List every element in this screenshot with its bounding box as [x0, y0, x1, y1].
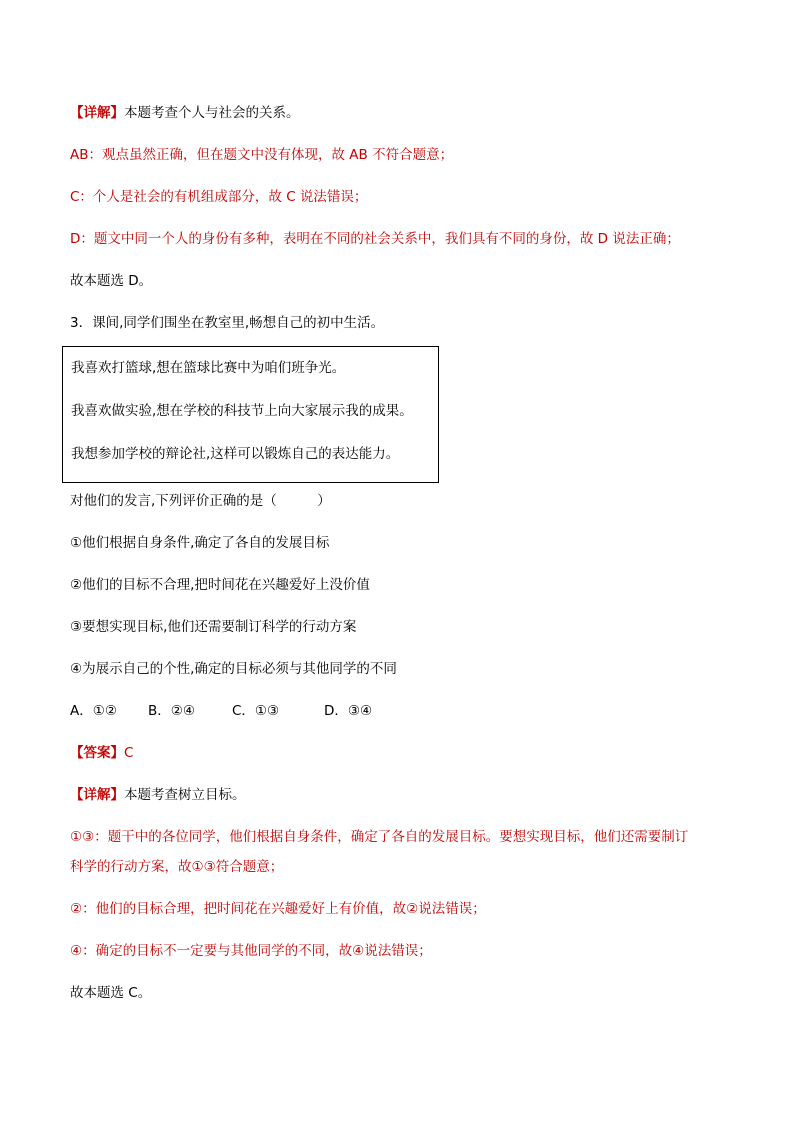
explanation-conclusion-1: 故本题选 D。 [70, 273, 153, 289]
answer-tag: 【答案】 [70, 745, 124, 761]
explanation-text: 本题考查树立目标。 [124, 787, 246, 803]
statement-1: ①他们根据自身条件,确定了各自的发展目标 [70, 535, 330, 551]
answer-value: C [124, 745, 134, 761]
statement-2: ②他们的目标不合理,把时间花在兴趣爱好上没价值 [70, 577, 370, 593]
statement-3: ③要想实现目标,他们还需要制订科学的行动方案 [70, 619, 357, 635]
explanation-tag: 【详解】 [70, 787, 124, 803]
explanation-point-4: ④：确定的目标不一定要与其他同学的不同，故④说法错误； [70, 943, 432, 959]
quote-box [62, 346, 439, 483]
answer-line [70, 744, 133, 762]
explanation-heading-2 [70, 786, 246, 804]
option-c: C．①③ [232, 703, 280, 719]
explanation-point-2: ②：他们的目标合理，把时间花在兴趣爱好上有价值，故②说法错误； [70, 901, 486, 917]
option-d: D．③④ [324, 703, 373, 719]
explanation-point-ab: AB：观点虽然正确，但在题文中没有体现，故 AB 不符合题意； [70, 147, 454, 163]
answer-options [70, 702, 372, 720]
explanation-tag: 【详解】 [70, 105, 124, 121]
explanation-point-c: C：个人是社会的有机组成部分，故 C 说法错误； [70, 189, 368, 205]
option-b: B．②④ [148, 703, 195, 719]
question-stem: 3．课间,同学们围坐在教室里,畅想自己的初中生活。 [70, 315, 385, 331]
quote-1: 我喜欢打篮球,想在篮球比赛中为咱们班争光。 [71, 360, 346, 376]
explanation-point-d: D：题文中同一个人的身份有多种，表明在不同的社会关系中，我们具有不同的身份，故 D 说法正确； [70, 231, 680, 247]
explanation-heading-1 [70, 104, 300, 122]
option-a: A．①② [70, 703, 117, 719]
statement-4: ④为展示自己的个性,确定的目标必须与其他同学的不同 [70, 661, 397, 677]
explanation-conclusion-2: 故本题选 C。 [70, 985, 152, 1001]
question-prompt: 对他们的发言,下列评价正确的是（ ） [70, 493, 331, 509]
explanation-point-13-line2: 科学的行动方案，故①③符合题意； [70, 859, 284, 875]
explanation-text: 本题考查个人与社会的关系。 [124, 105, 300, 121]
quote-3: 我想参加学校的辩论社,这样可以锻炼自己的表达能力。 [71, 446, 400, 462]
quote-2: 我喜欢做实验,想在学校的科技节上向大家展示我的成果。 [71, 403, 413, 419]
explanation-point-13-line1: ①③：题干中的各位同学，他们根据自身条件，确定了各自的发展目标。要想实现目标，他们还需要制订 [70, 829, 689, 845]
